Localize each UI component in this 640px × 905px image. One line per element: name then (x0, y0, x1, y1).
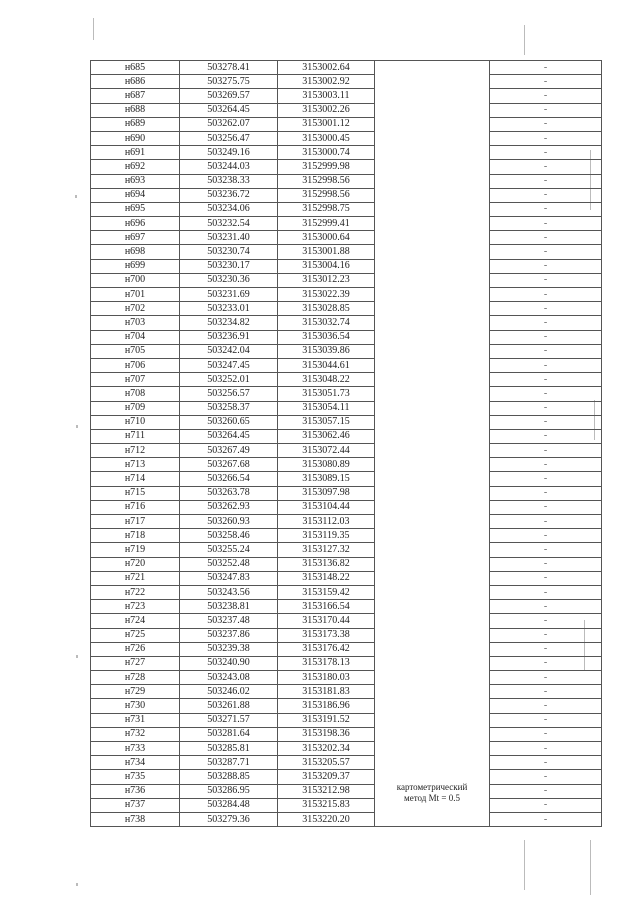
coord-y: 3153000.45 (278, 131, 375, 145)
accuracy-cell: - (490, 642, 602, 656)
table-row (91, 656, 602, 670)
point-name: н727 (91, 656, 180, 670)
coord-x: 503258.46 (180, 529, 278, 543)
coord-x: 503238.81 (180, 600, 278, 614)
table-row (91, 798, 602, 812)
point-name: н699 (91, 259, 180, 273)
coord-y: 3153220.20 (278, 812, 375, 826)
coord-x: 503231.40 (180, 231, 278, 245)
table-row (91, 685, 602, 699)
coord-y: 3153062.46 (278, 429, 375, 443)
accuracy-cell: - (490, 500, 602, 514)
accuracy-cell: - (490, 202, 602, 216)
accuracy-cell: - (490, 742, 602, 756)
accuracy-cell: - (490, 75, 602, 89)
coord-x: 503262.93 (180, 500, 278, 514)
point-name: н706 (91, 358, 180, 372)
coord-x: 503240.90 (180, 656, 278, 670)
point-name: н691 (91, 146, 180, 160)
accuracy-cell: - (490, 316, 602, 330)
table-row (91, 146, 602, 160)
coord-x: 503234.82 (180, 316, 278, 330)
table-row (91, 812, 602, 826)
coord-y: 3152998.56 (278, 188, 375, 202)
table-row (91, 458, 602, 472)
coord-y: 3153044.61 (278, 358, 375, 372)
coord-x: 503269.57 (180, 89, 278, 103)
coord-y: 3153012.23 (278, 273, 375, 287)
coord-y: 3152998.56 (278, 174, 375, 188)
point-name: н711 (91, 429, 180, 443)
accuracy-cell: - (490, 486, 602, 500)
coord-y: 3153127.32 (278, 543, 375, 557)
coord-y: 3153072.44 (278, 444, 375, 458)
coord-y: 3153022.39 (278, 288, 375, 302)
point-name: н734 (91, 756, 180, 770)
accuracy-cell: - (490, 288, 602, 302)
table-row (91, 373, 602, 387)
coord-x: 503262.07 (180, 117, 278, 131)
coord-x: 503256.57 (180, 387, 278, 401)
coord-x: 503230.17 (180, 259, 278, 273)
table-row (91, 543, 602, 557)
coord-x: 503275.75 (180, 75, 278, 89)
table-row (91, 131, 602, 145)
point-name: н721 (91, 571, 180, 585)
scan-mark (93, 18, 94, 40)
coord-y: 3153003.11 (278, 89, 375, 103)
coord-y: 3153181.83 (278, 685, 375, 699)
point-name: н730 (91, 699, 180, 713)
scan-mark (76, 655, 78, 658)
point-name: н709 (91, 401, 180, 415)
coord-y: 3152999.41 (278, 217, 375, 231)
coord-x: 503264.45 (180, 429, 278, 443)
coord-y: 3153080.89 (278, 458, 375, 472)
scan-mark (590, 840, 591, 895)
accuracy-cell: - (490, 401, 602, 415)
accuracy-cell: - (490, 146, 602, 160)
table-row (91, 628, 602, 642)
coord-x: 503252.48 (180, 557, 278, 571)
coord-x: 503278.41 (180, 61, 278, 75)
point-name: н712 (91, 444, 180, 458)
coord-x: 503237.86 (180, 628, 278, 642)
table-row (91, 727, 602, 741)
accuracy-cell: - (490, 344, 602, 358)
coord-x: 503233.01 (180, 302, 278, 316)
coord-x: 503236.72 (180, 188, 278, 202)
coord-x: 503244.03 (180, 160, 278, 174)
scan-mark (524, 25, 525, 55)
point-name: н720 (91, 557, 180, 571)
coord-y: 3153057.15 (278, 415, 375, 429)
accuracy-cell: - (490, 61, 602, 75)
accuracy-cell: - (490, 543, 602, 557)
accuracy-cell: - (490, 656, 602, 670)
coord-x: 503285.81 (180, 742, 278, 756)
scan-mark (76, 425, 78, 428)
point-name: н703 (91, 316, 180, 330)
table-row (91, 713, 602, 727)
method-cell (375, 61, 490, 827)
coord-x: 503231.69 (180, 288, 278, 302)
accuracy-cell: - (490, 798, 602, 812)
accuracy-cell: - (490, 812, 602, 826)
point-name: н710 (91, 415, 180, 429)
accuracy-cell: - (490, 614, 602, 628)
coord-x: 503246.02 (180, 685, 278, 699)
table-row (91, 486, 602, 500)
accuracy-cell: - (490, 671, 602, 685)
accuracy-cell: - (490, 571, 602, 585)
accuracy-cell: - (490, 217, 602, 231)
coord-x: 503230.74 (180, 245, 278, 259)
point-name: н736 (91, 784, 180, 798)
point-name: н713 (91, 458, 180, 472)
point-name: н725 (91, 628, 180, 642)
table-body (91, 61, 602, 827)
accuracy-cell: - (490, 472, 602, 486)
point-name: н704 (91, 330, 180, 344)
point-name: н688 (91, 103, 180, 117)
point-name: н729 (91, 685, 180, 699)
point-name: н707 (91, 373, 180, 387)
table-row (91, 75, 602, 89)
table-row (91, 401, 602, 415)
point-name: н728 (91, 671, 180, 685)
coord-y: 3152998.75 (278, 202, 375, 216)
coord-y: 3153001.88 (278, 245, 375, 259)
point-name: н714 (91, 472, 180, 486)
point-name: н731 (91, 713, 180, 727)
point-name: н702 (91, 302, 180, 316)
table-row (91, 245, 602, 259)
coord-y: 3153002.26 (278, 103, 375, 117)
coord-x: 503243.56 (180, 585, 278, 599)
accuracy-cell: - (490, 444, 602, 458)
table-row (91, 174, 602, 188)
table-row (91, 231, 602, 245)
accuracy-cell: - (490, 784, 602, 798)
accuracy-cell: - (490, 529, 602, 543)
coord-x: 503242.04 (180, 344, 278, 358)
table-row (91, 472, 602, 486)
coord-x: 503266.54 (180, 472, 278, 486)
point-name: н722 (91, 585, 180, 599)
table-row (91, 529, 602, 543)
coord-y: 3153097.98 (278, 486, 375, 500)
point-name: н708 (91, 387, 180, 401)
table-row (91, 742, 602, 756)
coordinates-table (90, 60, 602, 827)
accuracy-cell: - (490, 131, 602, 145)
coord-y: 3153039.86 (278, 344, 375, 358)
accuracy-cell: - (490, 103, 602, 117)
accuracy-cell: - (490, 117, 602, 131)
accuracy-cell: - (490, 231, 602, 245)
coord-x: 503237.48 (180, 614, 278, 628)
coord-x: 503281.64 (180, 727, 278, 741)
table-row (91, 259, 602, 273)
coord-y: 3153148.22 (278, 571, 375, 585)
coord-y: 3153048.22 (278, 373, 375, 387)
accuracy-cell: - (490, 585, 602, 599)
table-row (91, 302, 602, 316)
accuracy-cell: - (490, 245, 602, 259)
coord-x: 503247.83 (180, 571, 278, 585)
point-name: н692 (91, 160, 180, 174)
accuracy-cell: - (490, 273, 602, 287)
table-row (91, 387, 602, 401)
coord-y: 3153205.57 (278, 756, 375, 770)
coord-x: 503260.65 (180, 415, 278, 429)
table-row (91, 344, 602, 358)
coord-y: 3153198.36 (278, 727, 375, 741)
point-name: н733 (91, 742, 180, 756)
coord-y: 3153159.42 (278, 585, 375, 599)
coord-x: 503264.45 (180, 103, 278, 117)
scan-mark (524, 840, 525, 890)
coord-y: 3153136.82 (278, 557, 375, 571)
table-row (91, 429, 602, 443)
table-row (91, 642, 602, 656)
coord-x: 503255.24 (180, 543, 278, 557)
accuracy-cell: - (490, 387, 602, 401)
point-name: н697 (91, 231, 180, 245)
coord-y: 3153191.52 (278, 713, 375, 727)
table-row (91, 89, 602, 103)
coord-x: 503279.36 (180, 812, 278, 826)
table-row (91, 784, 602, 798)
coord-y: 3153173.38 (278, 628, 375, 642)
coord-y: 3153054.11 (278, 401, 375, 415)
point-name: н700 (91, 273, 180, 287)
table-row (91, 756, 602, 770)
coord-y: 3152999.98 (278, 160, 375, 174)
table-row (91, 202, 602, 216)
coord-x: 503261.88 (180, 699, 278, 713)
scan-mark (76, 883, 78, 886)
coord-y: 3153104.44 (278, 500, 375, 514)
table-row (91, 316, 602, 330)
point-name: н695 (91, 202, 180, 216)
table-row (91, 671, 602, 685)
point-name: н719 (91, 543, 180, 557)
coord-x: 503232.54 (180, 217, 278, 231)
point-name: н717 (91, 515, 180, 529)
coord-x: 503236.91 (180, 330, 278, 344)
point-name: н693 (91, 174, 180, 188)
table-row (91, 103, 602, 117)
table-row (91, 699, 602, 713)
coord-x: 503284.48 (180, 798, 278, 812)
coord-y: 3153004.16 (278, 259, 375, 273)
accuracy-cell: - (490, 429, 602, 443)
accuracy-cell: - (490, 415, 602, 429)
accuracy-cell: - (490, 628, 602, 642)
accuracy-cell: - (490, 756, 602, 770)
coord-y: 3153178.13 (278, 656, 375, 670)
coord-y: 3153028.85 (278, 302, 375, 316)
table-row (91, 614, 602, 628)
table-row (91, 330, 602, 344)
point-name: н738 (91, 812, 180, 826)
coord-y: 3153170.44 (278, 614, 375, 628)
point-name: н696 (91, 217, 180, 231)
table-row (91, 500, 602, 514)
coord-y: 3153002.92 (278, 75, 375, 89)
table-row (91, 160, 602, 174)
coord-x: 503286.95 (180, 784, 278, 798)
accuracy-cell: - (490, 515, 602, 529)
point-name: н732 (91, 727, 180, 741)
coord-y: 3153212.98 (278, 784, 375, 798)
coord-x: 503260.93 (180, 515, 278, 529)
table-row (91, 444, 602, 458)
table-row (91, 600, 602, 614)
point-name: н735 (91, 770, 180, 784)
coord-x: 503271.57 (180, 713, 278, 727)
coord-x: 503234.06 (180, 202, 278, 216)
coord-x: 503267.68 (180, 458, 278, 472)
coord-y: 3153209.37 (278, 770, 375, 784)
point-name: н694 (91, 188, 180, 202)
table-row (91, 557, 602, 571)
table-row (91, 217, 602, 231)
accuracy-cell: - (490, 160, 602, 174)
coord-x: 503258.37 (180, 401, 278, 415)
point-name: н723 (91, 600, 180, 614)
accuracy-cell: - (490, 89, 602, 103)
point-name: н689 (91, 117, 180, 131)
accuracy-cell: - (490, 330, 602, 344)
table-row (91, 515, 602, 529)
coord-y: 3153202.34 (278, 742, 375, 756)
scan-mark (75, 195, 77, 198)
method-line-1: картометрический (396, 782, 468, 793)
accuracy-cell: - (490, 188, 602, 202)
accuracy-cell: - (490, 302, 602, 316)
coord-y: 3153036.54 (278, 330, 375, 344)
coord-x: 503288.85 (180, 770, 278, 784)
coord-x: 503247.45 (180, 358, 278, 372)
point-name: н690 (91, 131, 180, 145)
coord-x: 503243.08 (180, 671, 278, 685)
coord-y: 3153002.64 (278, 61, 375, 75)
table-row (91, 585, 602, 599)
table-row (91, 61, 602, 75)
accuracy-cell: - (490, 458, 602, 472)
point-name: н715 (91, 486, 180, 500)
coord-y: 3153051.73 (278, 387, 375, 401)
point-name: н718 (91, 529, 180, 543)
coord-y: 3153166.54 (278, 600, 375, 614)
coord-y: 3153119.35 (278, 529, 375, 543)
accuracy-cell: - (490, 699, 602, 713)
coord-y: 3153215.83 (278, 798, 375, 812)
coord-x: 503263.78 (180, 486, 278, 500)
accuracy-cell: - (490, 557, 602, 571)
accuracy-cell: - (490, 770, 602, 784)
coord-x: 503256.47 (180, 131, 278, 145)
point-name: н701 (91, 288, 180, 302)
accuracy-cell: - (490, 600, 602, 614)
table-row (91, 288, 602, 302)
method-line-2: метод Mt = 0.5 (404, 793, 460, 804)
table-row (91, 415, 602, 429)
coord-y: 3153186.96 (278, 699, 375, 713)
table-row (91, 273, 602, 287)
coordinates-document (90, 60, 630, 827)
coord-y: 3153089.15 (278, 472, 375, 486)
coord-x: 503230.36 (180, 273, 278, 287)
accuracy-cell: - (490, 685, 602, 699)
point-name: н705 (91, 344, 180, 358)
coord-y: 3153176.42 (278, 642, 375, 656)
point-name: н726 (91, 642, 180, 656)
coord-y: 3153180.03 (278, 671, 375, 685)
coord-x: 503249.16 (180, 146, 278, 160)
point-name: н737 (91, 798, 180, 812)
coord-x: 503252.01 (180, 373, 278, 387)
accuracy-cell: - (490, 373, 602, 387)
table-row (91, 571, 602, 585)
point-name: н685 (91, 61, 180, 75)
point-name: н687 (91, 89, 180, 103)
table-row (91, 188, 602, 202)
coord-y: 3153001.12 (278, 117, 375, 131)
point-name: н686 (91, 75, 180, 89)
table-row (91, 770, 602, 784)
point-name: н716 (91, 500, 180, 514)
point-name: н724 (91, 614, 180, 628)
accuracy-cell: - (490, 259, 602, 273)
table-row (91, 117, 602, 131)
coord-y: 3153000.64 (278, 231, 375, 245)
point-name: н698 (91, 245, 180, 259)
coord-y: 3153032.74 (278, 316, 375, 330)
accuracy-cell: - (490, 727, 602, 741)
accuracy-cell: - (490, 713, 602, 727)
coord-x: 503239.38 (180, 642, 278, 656)
table-row (91, 358, 602, 372)
coord-y: 3153112.03 (278, 515, 375, 529)
coord-x: 503267.49 (180, 444, 278, 458)
coord-y: 3153000.74 (278, 146, 375, 160)
coord-x: 503238.33 (180, 174, 278, 188)
accuracy-cell: - (490, 174, 602, 188)
coord-x: 503287.71 (180, 756, 278, 770)
accuracy-cell: - (490, 358, 602, 372)
